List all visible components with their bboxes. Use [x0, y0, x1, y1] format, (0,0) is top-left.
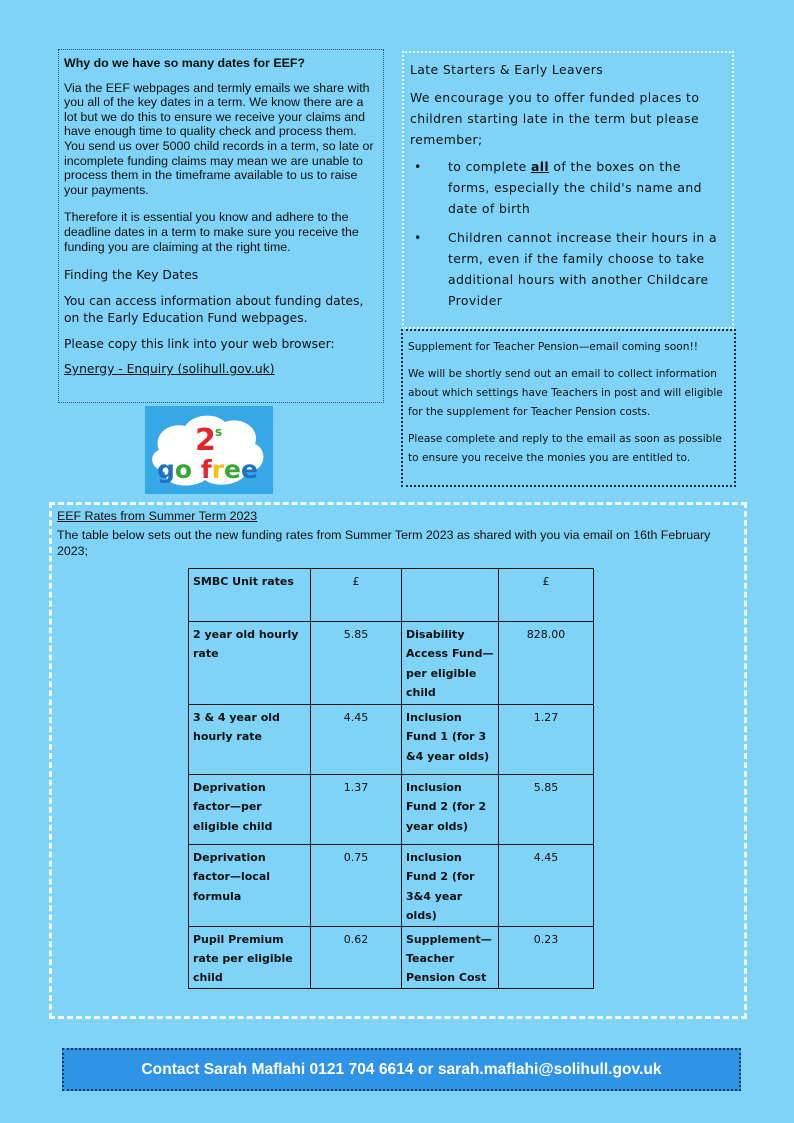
svg-text:go free [157, 455, 258, 484]
logo-letter: e [241, 455, 258, 484]
rate-label: Pupil Premium rate per eligible child [189, 926, 311, 988]
teacher-pension-section [401, 329, 736, 487]
eef-rates-section [49, 502, 747, 1019]
teacher-pension-heading: Supplement for Teacher Pension—email coming soon!! [408, 341, 698, 353]
rate-value: 4.45 [499, 845, 594, 927]
late-starters-list [410, 156, 726, 311]
rate-label: 2 year old hourly rate [189, 622, 311, 705]
eef-rates-title: EEF Rates from Summer Term 2023 [57, 509, 258, 523]
twos-go-free-logo [145, 406, 273, 494]
logo-letter: e [224, 455, 242, 484]
logo-letter: f [200, 455, 212, 484]
rates-table [188, 568, 594, 989]
logo-graphic [145, 406, 273, 494]
logo-letter: g [157, 455, 175, 484]
rate-value: 1.37 [311, 775, 402, 845]
eef-dates-para1: Via the EEF webpages and termly emails we share with you all of the key dates in a term. We know there are a lot but we do this to ensure we receive your claims and have enough time to quality check and process them. You send us over 5000 child records in a term, so late or incomplete funding claims may mean we are unable to process them in the timeframe available to us to raise your payments. [64, 80, 374, 197]
rate-label: Deprivation factor—per eligible child [189, 775, 311, 845]
rate-label: Supplement—Teacher Pension Cost [402, 926, 499, 988]
table-header-blank [402, 569, 499, 622]
bullet1-post: of the boxes on the forms, especially the child's name and date of birth [448, 159, 702, 216]
late-starters-intro: We encourage you to offer funded places to children starting late in the term but please remember; [410, 90, 700, 147]
rate-value: 5.85 [311, 622, 402, 705]
teacher-pension-para2: Please complete and reply to the email as soon as possible to ensure you receive the monies you are entitled to. [408, 433, 722, 464]
late-starters-title: Late Starters & Early Leavers [410, 62, 604, 77]
rate-label: Inclusion Fund 1 (for 3 &4 year olds) [402, 705, 499, 775]
logo-letter [192, 455, 201, 484]
bullet1-pre: to complete [448, 159, 531, 174]
logo-letter: o [174, 455, 193, 484]
table-row [189, 622, 594, 705]
eef-dates-section [58, 49, 384, 403]
rate-value: 828.00 [499, 622, 594, 705]
table-row [189, 926, 594, 988]
logo-two: 2 [195, 423, 216, 458]
late-starters-section [402, 51, 734, 329]
list-item [410, 156, 726, 219]
rate-value: 0.62 [311, 926, 402, 988]
eef-dates-heading: Why do we have so many dates for EEF? [64, 56, 305, 70]
rate-label: Deprivation factor—local formula [189, 845, 311, 927]
bullet2-text: Children cannot increase their hours in a term, even if the family choose to take additional hours with another Childcare Provider [448, 230, 717, 308]
logo-superscript: s [215, 425, 223, 439]
eef-dates-para2: Therefore it is essential you know and adhere to the deadline dates in a term to make sure you receive the funding you are claiming at the right time. [64, 210, 359, 254]
key-dates-subheading: Finding the Key Dates [64, 268, 199, 283]
rate-label: 3 & 4 year old hourly rate [189, 705, 311, 775]
bullet-icon: • [414, 159, 422, 174]
rate-label: Inclusion Fund 2 (for 3&4 year olds) [402, 845, 499, 927]
synergy-enquiry-link[interactable]: Synergy - Enquiry (solihull.gov.uk) [64, 362, 275, 377]
table-header-currency: £ [499, 569, 594, 622]
contact-banner [62, 1048, 741, 1091]
rate-value: 5.85 [499, 775, 594, 845]
contact-text: Contact Sarah Maflahi 0121 704 6614 or sarah.maflahi@solihull.gov.uk [141, 1060, 662, 1078]
rate-label: Inclusion Fund 2 (for 2 year olds) [402, 775, 499, 845]
table-row [189, 705, 594, 775]
key-dates-para: You can access information about funding dates, on the Early Education Fund webpages. [64, 294, 364, 326]
bullet-icon: • [414, 230, 422, 245]
rate-value: 4.45 [311, 705, 402, 775]
table-row [189, 775, 594, 845]
rate-label: Disability Access Fund—per eligible child [402, 622, 499, 705]
eef-rates-intro: The table below sets out the new funding rates from Summer Term 2023 as shared with you via email on 16th February 2023; [57, 528, 711, 558]
rate-value: 0.23 [499, 926, 594, 988]
teacher-pension-para1: We will be shortly send out an email to collect information about which settings have Teachers in post and will eligible for the supplement for Teacher Pension costs. [408, 368, 723, 418]
rate-value: 0.75 [311, 845, 402, 927]
table-row [189, 569, 594, 622]
table-header-currency: £ [311, 569, 402, 622]
logo-letter: r [211, 455, 225, 484]
list-item [410, 227, 726, 311]
table-row [189, 845, 594, 927]
bullet1-emphasis: all [531, 159, 550, 174]
table-header-label: SMBC Unit rates [189, 569, 311, 622]
rate-value: 1.27 [499, 705, 594, 775]
copy-link-instruction: Please copy this link into your web browser: [64, 337, 335, 352]
